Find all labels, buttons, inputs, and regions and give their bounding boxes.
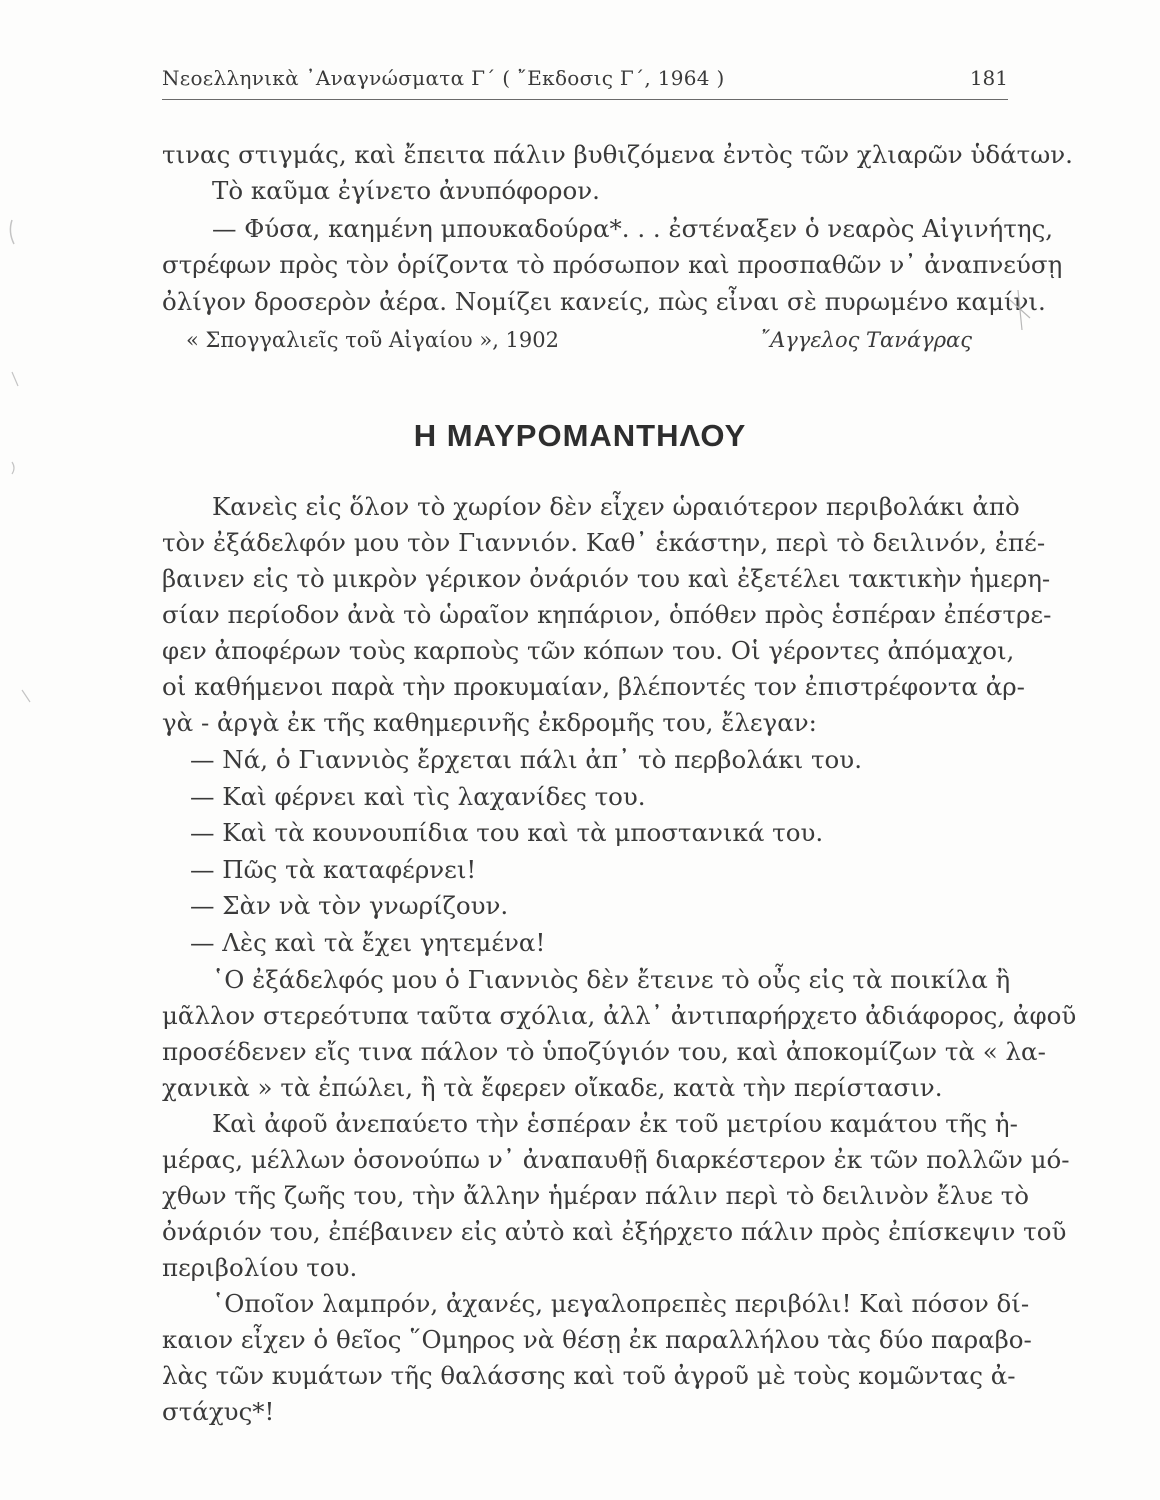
- pencil-mark: [12, 372, 18, 386]
- author-signature: ῎Αγγελος Τανάγρας: [759, 328, 972, 352]
- text-line: ὀνάριόν του, ἐπέβαινεν εἰς αὐτὸ καὶ ἐξήρχετο πάλιν πρὸς ἐπίσκεψιν τοῦ: [162, 1217, 1067, 1246]
- text-line: καιον εἶχεν ὁ θεῖος ῞Ομηρος νὰ θέσῃ ἐκ παραλλήλου τὰς δύο παραβο-: [162, 1325, 1032, 1354]
- dialogue-line: — Σὰν νὰ τὸν γνωρίζουν.: [190, 891, 509, 920]
- dialogue-line: — Πῶς τὰ καταφέρνει!: [190, 855, 477, 884]
- text-line: στρέφων πρὸς τὸν ὁρίζοντα τὸ πρόσωπον καὶ προσπαθῶν ν᾿ ἀναπνεύσῃ: [162, 250, 1063, 279]
- text-line: βαινεν εἰς τὸ μικρὸν γέρικον ὀνάριόν του καὶ ἐξετέλει τακτικὴν ἡμερη-: [162, 564, 1051, 593]
- text-line: τινας στιγμάς, καὶ ἔπειτα πάλιν βυθιζόμενα ἐντὸς τῶν χλιαρῶν ὑδάτων.: [162, 140, 1073, 169]
- text-line: — Φύσα, καημένη μπουκαδούρα*. . . ἐστέναξεν ὁ νεαρὸς Αἰγινήτης,: [212, 214, 1054, 243]
- text-line: χθων τῆς ζωῆς του, τὴν ἄλλην ἡμέραν πάλιν περὶ τὸ δειλινὸν ἔλυε τὸ: [162, 1181, 1030, 1210]
- dialogue-line: — Καὶ φέρνει καὶ τὶς λαχανίδες του.: [190, 782, 646, 811]
- text-line: προσέδενεν εἴς τινα πάλον τὸ ὑποζύγιόν του, καὶ ἀποκομίζων τὰ « λα-: [162, 1037, 1046, 1066]
- text-line: χανικὰ » τὰ ἐπώλει, ἢ τὰ ἔφερεν οἴκαδε, κατὰ τὴν περίστασιν.: [162, 1073, 943, 1102]
- text-line: γὰ - ἀργὰ ἐκ τῆς καθημερινῆς ἐκδρομῆς του, ἔλεγαν:: [162, 708, 817, 737]
- dialogue-line: — Λὲς καὶ τὰ ἔχει γητεμένα!: [190, 928, 546, 957]
- pencil-mark: [22, 690, 30, 702]
- text-line: λὰς τῶν κυμάτων τῆς θαλάσσης καὶ τοῦ ἀγροῦ μὲ τοὺς κομῶντας ἀ-: [162, 1361, 1016, 1390]
- text-line: μέρας, μέλλων ὁσονούπω ν᾿ ἀναπαυθῇ διαρκέστερον ἐκ τῶν πολλῶν μό-: [162, 1145, 1070, 1174]
- story-title: Η ΜΑΥΡΟΜΑΝΤΗΛΟΥ: [413, 418, 747, 453]
- dialogue-line: — Νά, ὁ Γιαννιὸς ἔρχεται πάλι ἀπ᾿ τὸ περβολάκι του.: [190, 745, 862, 774]
- text-line: φεν ἀποφέρων τοὺς καρποὺς τῶν κόπων του. Οἱ γέροντες ἀπόμαχοι,: [162, 636, 1015, 665]
- text-line: οἱ καθήμενοι παρὰ τὴν προκυμαίαν, βλέποντές τον ἐπιστρέφοντα ἀρ-: [162, 672, 1025, 701]
- page-number: 181: [969, 66, 1008, 90]
- text-line: Κανεὶς εἰς ὅλον τὸ χωρίον δὲν εἶχεν ὡραιότερον περιβολάκι ἀπὸ: [212, 492, 1020, 521]
- pencil-mark: [1010, 290, 1030, 330]
- pencil-mark: [12, 462, 14, 474]
- text-line: Τὸ καῦμα ἐγίνετο ἀνυπόφορον.: [212, 176, 600, 205]
- text-line: μᾶλλον στερεότυπα ταῦτα σχόλια, ἀλλ᾿ ἀντιπαρήρχετο ἀδιάφορος, ἀφοῦ: [162, 1001, 1077, 1030]
- dialogue-line: — Καὶ τὰ κουνουπίδια του καὶ τὰ μποστανικά του.: [190, 818, 824, 847]
- source-citation: « Σπογγαλιεῖς τοῦ Αἰγαίου », 1902: [186, 328, 559, 352]
- text-line: σίαν περίοδον ἀνὰ τὸ ὡραῖον κηπάριον, ὁπόθεν πρὸς ἑσπέραν ἐπέστρε-: [162, 600, 1052, 629]
- text-line: στάχυς*!: [162, 1397, 275, 1426]
- running-title: Νεοελληνικὰ ᾿Αναγνώσματα Γ΄ ( ῎Εκδοσις Γ΄, 1964 ): [162, 66, 725, 90]
- text-line: ὀλίγον δροσερὸν ἀέρα. Νομίζει κανείς, πὼς εἶναι σὲ πυρωμένο καμίνι.: [162, 287, 1046, 316]
- text-line: Καὶ ἀφοῦ ἀνεπαύετο τὴν ἑσπέραν ἐκ τοῦ μετρίου καμάτου τῆς ἡ-: [212, 1109, 1018, 1138]
- pencil-mark: [10, 220, 14, 244]
- text-line: περιβολίου του.: [162, 1253, 358, 1282]
- text-line: τὸν ἐξάδελφόν μου τὸν Γιαννιόν. Καθ᾿ ἑκάστην, περὶ τὸ δειλινόν, ἐπέ-: [162, 528, 1046, 557]
- text-line: ῾Ο ἐξάδελφός μου ὁ Γιαννιὸς δὲν ἔτεινε τὸ οὖς εἰς τὰ ποικίλα ἢ: [212, 965, 1011, 994]
- text-line: ῾Οποῖον λαμπρόν, ἀχανές, μεγαλοπρεπὲς περιβόλι! Καὶ πόσον δί-: [212, 1289, 1030, 1318]
